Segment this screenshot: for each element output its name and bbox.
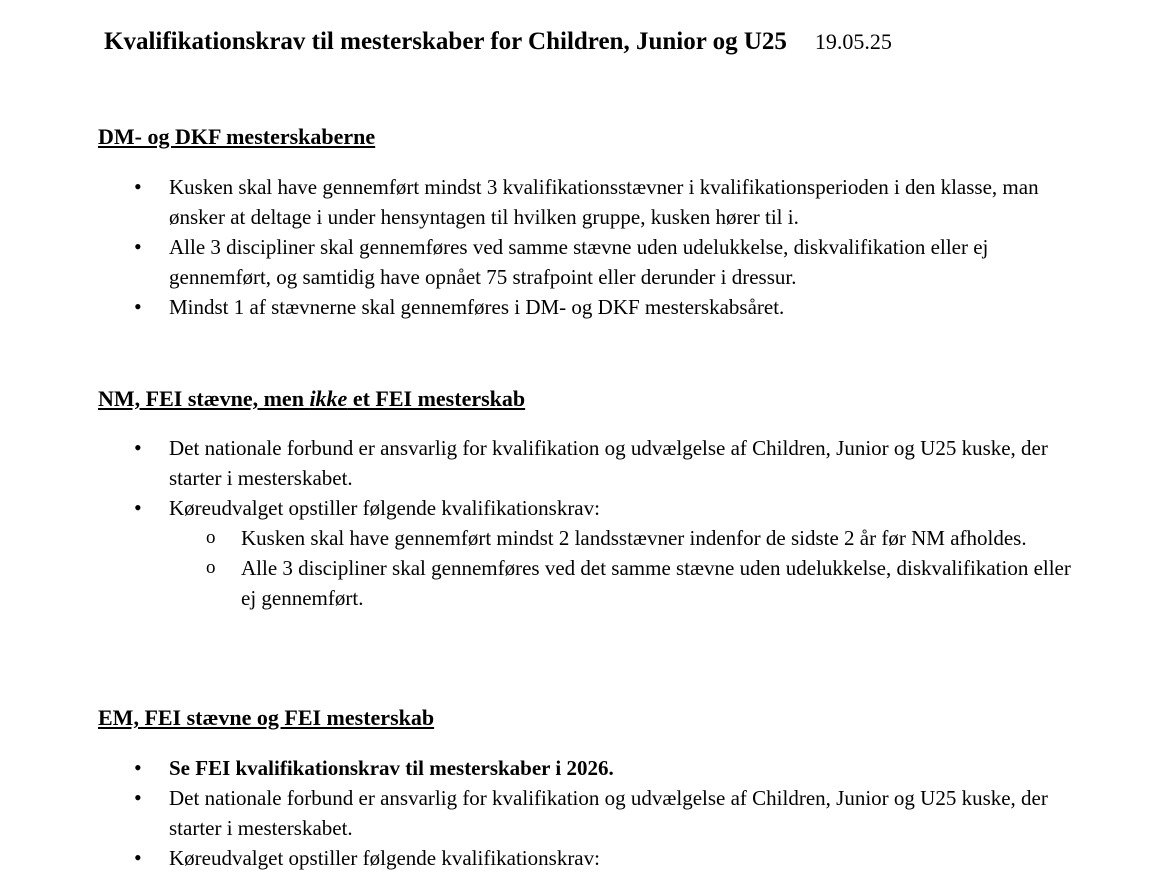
list-item-text: Alle 3 discipliner skal gennemføres ved samme stævne uden udelukkelse, diskvalifikation eller ej gennemført, og samtidig have opnået 75 strafpoint eller derunder i dressur. <box>169 235 989 289</box>
list-item-text: Køreudvalget opstiller følgende kvalifikationskrav: <box>169 496 600 520</box>
bullet-icon: • <box>134 294 142 319</box>
section-nm-fei-list <box>0 433 1089 613</box>
list-item-text: Se FEI kvalifikationskrav til mesterskaber i 2026. <box>169 756 614 780</box>
section-em-fei-list <box>0 753 1089 873</box>
circle-bullet-icon: o <box>206 527 216 548</box>
list-item <box>0 292 1089 322</box>
section-heading-nm-fei <box>98 386 525 412</box>
section-dm-dkf-list <box>0 172 1089 322</box>
heading-italic-word: ikke <box>309 386 348 411</box>
bullet-icon: • <box>134 435 142 460</box>
sub-list-item <box>206 553 1071 613</box>
bullet-icon: • <box>134 755 142 780</box>
bullet-icon: • <box>134 234 142 259</box>
bullet-icon: • <box>134 845 142 870</box>
list-item-text: Køreudvalget opstiller følgende kvalifikationskrav: <box>169 846 600 870</box>
section-heading-em-fei: EM, FEI stævne og FEI mesterskab <box>98 705 435 730</box>
circle-bullet-icon: o <box>206 557 216 578</box>
bullet-icon: • <box>134 785 142 810</box>
document-date: 19.05.25 <box>814 29 892 54</box>
list-item <box>0 232 1089 292</box>
sub-list-item <box>206 523 1071 553</box>
heading-part: NM, FEI stævne, men <box>98 386 310 411</box>
list-item <box>0 843 1089 873</box>
section-heading-dm-dkf: DM- og DKF mesterskaberne <box>98 124 376 149</box>
list-item-text: Mindst 1 af stævnerne skal gennemføres i DM- og DKF mesterskabsåret. <box>169 295 785 319</box>
heading-part: et FEI mesterskab <box>347 386 526 411</box>
list-item <box>0 753 1089 783</box>
list-item-text: Det nationale forbund er ansvarlig for kvalifikation og udvælgelse af Children, Junior og U25 kuske, der starter i mesterskabet. <box>169 786 1048 840</box>
sub-list-item-text: Kusken skal have gennemført mindst 2 landsstævner indenfor de sidste 2 år før NM afholdes. <box>241 526 1027 550</box>
list-item-text: Kusken skal have gennemført mindst 3 kvalifikationsstævner i kvalifikationsperioden i den klasse, man ønsker at deltage i under hensyntagen til hvilken gruppe, kusken hører til i. <box>169 175 1039 229</box>
document-title: Kvalifikationskrav til mesterskaber for Children, Junior og U25 <box>104 28 787 55</box>
sub-list <box>169 523 1089 613</box>
list-item <box>0 493 1089 613</box>
sub-list-item-text: Alle 3 discipliner skal gennemføres ved det samme stævne uden udelukkelse, diskvalifikation eller ej gennemført. <box>241 556 1071 610</box>
list-item <box>0 433 1089 493</box>
bullet-icon: • <box>134 495 142 520</box>
bullet-icon: • <box>134 174 142 199</box>
title-row <box>104 28 892 56</box>
list-item <box>0 172 1089 232</box>
list-item-text: Det nationale forbund er ansvarlig for kvalifikation og udvælgelse af Children, Junior og U25 kuske, der starter i mesterskabet. <box>169 436 1048 490</box>
list-item <box>0 783 1089 843</box>
